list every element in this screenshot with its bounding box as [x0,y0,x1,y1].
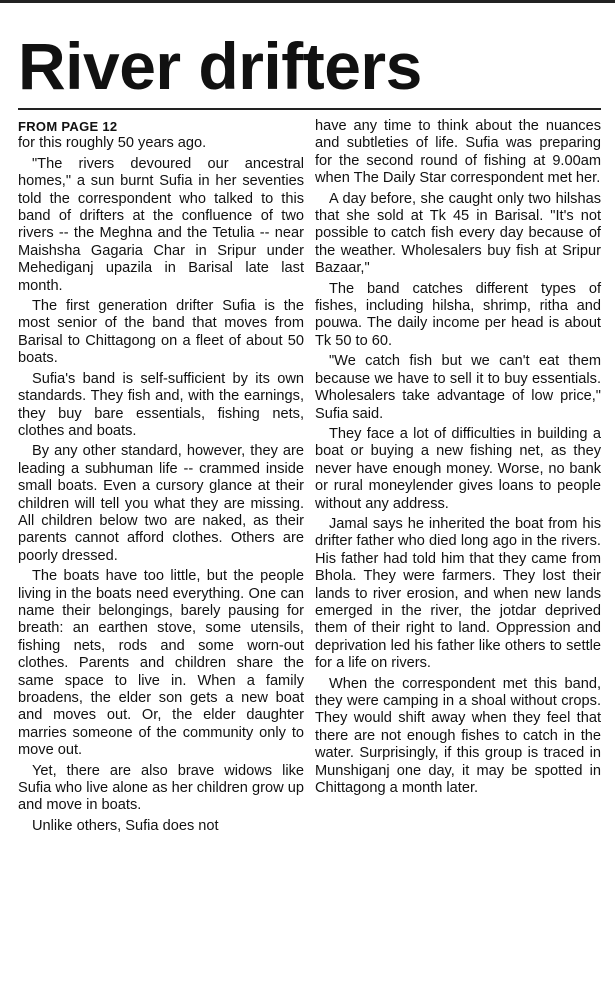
paragraph: Sufia's band is self-sufficient by its own standards. They fish and, with the earnings, they buy bare essentials, fishing nets, clothes and boats. [18,370,304,439]
paragraph: By any other standard, however, they are leading a subhuman life -- crammed inside small boats. Even a cursory glance at their children will tell you what they are missing. All children below two are naked, as their parents cannot afford clothes. Others are poorly dressed. [18,443,304,564]
paragraph: for this roughly 50 years ago. [18,135,207,152]
top-rule [0,0,615,3]
paragraph: The band catches different types of fishes, including hilsha, shrimp, ritha and pouwa. The daily income per head is about Tk 50 to 60. [315,280,601,349]
continued-from-label: FROM PAGE 12 [18,119,118,134]
paragraph: "The rivers devoured our ancestral homes," a sun burnt Sufia in her seventies told the correspondent who talked to this band of drifters at the confluence of two rivers -- the Meghna and the Tetulia -- near Maishsha Gagaria Char in Sripur under Mehediganj upazila in Barisal late last month. [18,155,304,294]
headline: River drifters [18,30,601,110]
paragraph: They face a lot of difficulties in building a boat or buying a new fishing net, as they never have enough money. Worse, no bank or rural moneylender gives loans to people without any address. [315,425,601,512]
column-left [18,118,304,838]
paragraph: When the correspondent met this band, they were camping in a shoal without crops. They would shift away when they feel that there are not enough fishes to catch in the water. Surprisingly, if this group is traced in Munshiganj one day, it may be spotted in Chittagong a month later. [315,675,601,797]
paragraph: Jamal says he inherited the boat from his drifter father who died long ago in the rivers. His father had told him that they came from Bhola. They were farmers. They lost their lands to river erosion, and when new lands emerged in the river, the jotdar deprived them of their right to land. Oppression and deprivation led his father like others to settle for a life on rivers. [315,515,601,672]
paragraph: have any time to think about the nuances and subtleties of life. Sufia was preparing for the second round of fishing at 9.00am when The Daily Star correspondent met her. [315,118,601,187]
paragraph: Unlike others, Sufia does not [32,817,219,834]
paragraph: The first generation drifter Sufia is the most senior of the band that moves from Barisal to Chittagong on a fleet of about 50 boats. [18,298,304,367]
paragraph: A day before, she caught only two hilshas that she sold at Tk 45 in Barisal. "It's not possible to catch fish every day because of the weather. Wholesalers buy fish at Sripur Bazaar," [315,190,601,277]
column-right [315,118,601,838]
paragraph: "We catch fish but we can't eat them because we have to sell it to buy essentials. Wholesalers take advantage of low price," Sufia said. [315,353,601,422]
paragraph: The boats have too little, but the people living in the boats need everything. One can name their belongings, barely pausing for breath: an earthen stove, some utensils, fishing nets, rods and some worn-out clothes. Parents and children share the same space to live in. When a family broadens, the elder son gets a new boat and moves out. Or, the elder daughter marries someone of the community only to move out. [18,568,304,759]
article-body [18,118,601,838]
paragraph: Yet, there are also brave widows like Sufia who live alone as her children grow up and move in boats. [18,762,304,814]
